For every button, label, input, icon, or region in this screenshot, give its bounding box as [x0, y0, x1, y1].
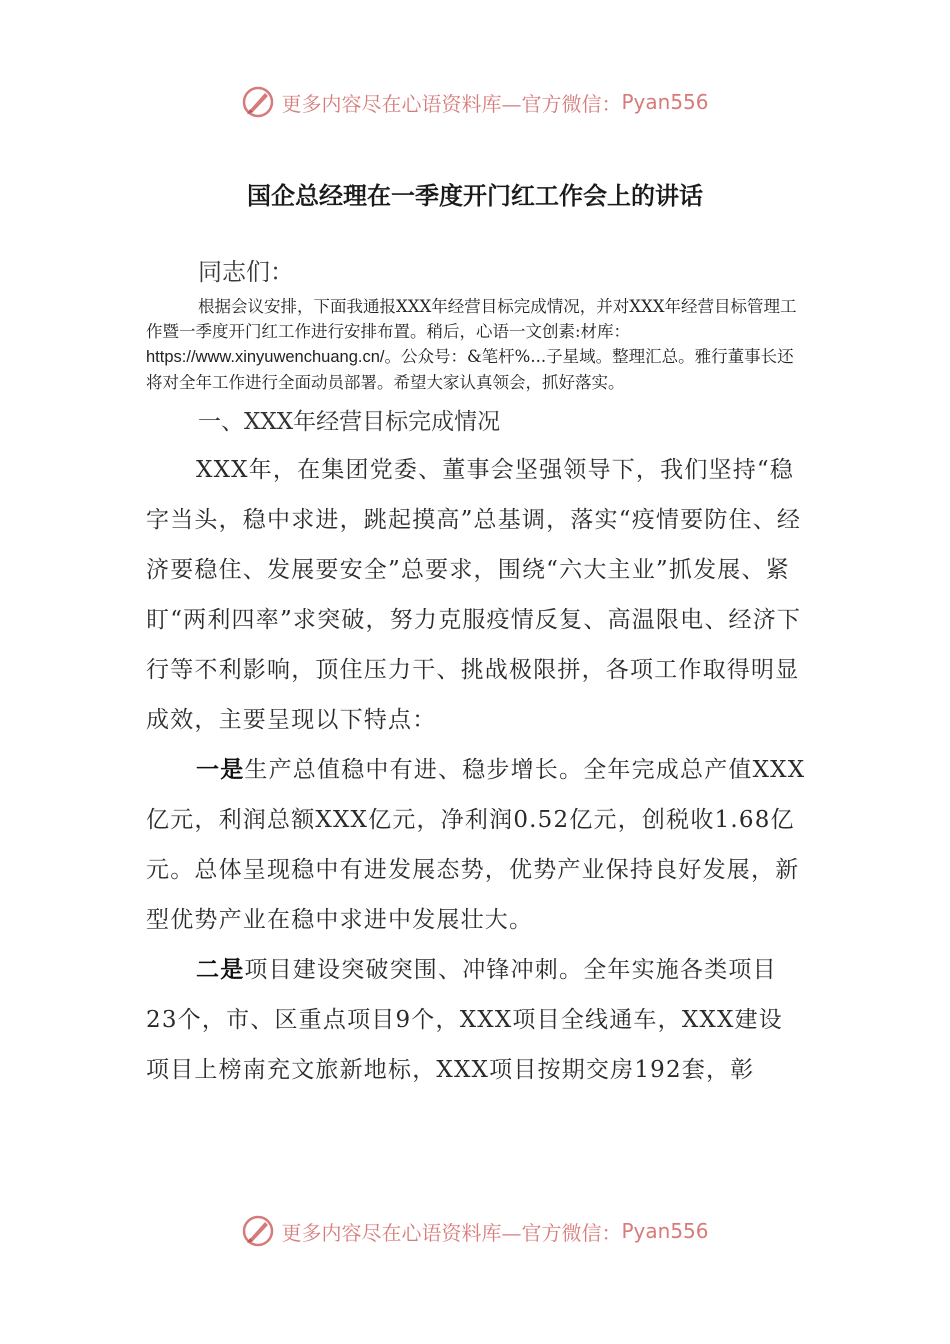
section-heading-1: 一、XXX年经营目标完成情况 [198, 409, 501, 435]
paragraph-text-3: 项目建设突破突围、冲锋冲刺。全年实施各类项目23个，市、区重点项目9个，XXX项目全线通车，XXX建设项目上榜南充文旅新地标，XXX项目按期交房192套，彰 [146, 957, 783, 1083]
paragraph-text-2: 生产总值稳中有进、稳步增长。全年完成总产值XXX亿元，利润总额XXX亿元，净利润0.52亿元，创税收1.68亿元。总体呈现稳中有进发展态势，优势产业保持良好发展，新型优势产业在稳中求进中发展壮大。 [146, 757, 806, 933]
intro-paragraph [146, 294, 806, 395]
paragraph-lead-1: 一是 [196, 756, 245, 783]
body-paragraph-3 [146, 945, 806, 1095]
intro-text-2: 。公众号：&笔杆%...子星域。整理汇总。雅行董事长还将对全年工作进行全面动员部署。希望大家认真领会，抓好落实。 [146, 347, 794, 392]
watermark-handle: Pyan556 [621, 1219, 709, 1243]
watermark-banner-top [0, 82, 950, 122]
body-paragraph-2 [146, 745, 806, 945]
quill-logo-icon [241, 1214, 275, 1248]
watermark-text: 更多内容尽在心语资料库—官方微信： [281, 91, 622, 116]
watermark-banner-bottom [0, 1211, 950, 1251]
quill-logo-icon [241, 85, 275, 119]
intro-url: https://www.xinyuwenchuang.cn/ [146, 348, 385, 366]
intro-text-1: 根据会议安排，下面我通报XXX年经营目标完成情况，并对XXX年经营目标管理工作暨一季度开门红工作进行安排布置。稍后，心语一文创素:材库： [146, 297, 797, 341]
body-paragraph-1: XXX年，在集团党委、董事会坚强领导下，我们坚持“稳字当头，稳中求进，跳起摸高”总基调，落实“疫情要防住、经济要稳住、发展要安全”总要求，围绕“六大主业”抓发展、紧盯“两利四率”求突破，努力克服疫情反复、高温限电、经济下行等不利影响，顶住压力干、挑战极限拼，各项工作取得明显成效，主要呈现以下特点： [146, 457, 802, 733]
document-title: 国企总经理在一季度开门红工作会上的讲话 [247, 182, 703, 210]
paragraph-lead-2: 二是 [196, 956, 245, 983]
watermark-handle: Pyan556 [621, 90, 709, 114]
watermark-text: 更多内容尽在心语资料库—官方微信： [281, 1220, 622, 1245]
greeting: 同志们： [198, 258, 294, 286]
